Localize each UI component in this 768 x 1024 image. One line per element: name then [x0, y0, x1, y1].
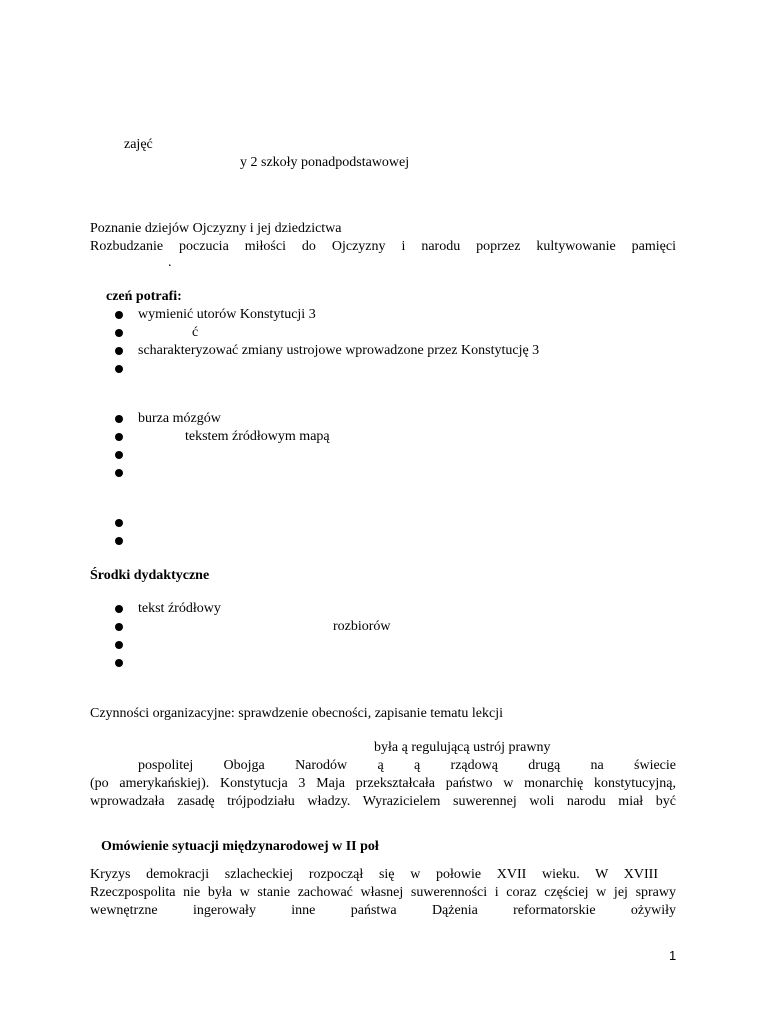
paragraph-line-2: Rzeczpospolita nie była w stanie zachować własnej suwerenności i coraz częściej w jej sprawy: [90, 885, 676, 900]
bullet-icon: [115, 641, 123, 649]
bullet-icon: [115, 537, 123, 545]
bullet-icon: [115, 519, 123, 527]
section-heading: Omówienie sytuacji międzynarodowej w II poł: [101, 839, 379, 854]
list-item: ć: [192, 325, 199, 340]
list-item: wymienić utorów Konstytucji 3: [138, 307, 316, 322]
bullet-icon: [115, 433, 123, 441]
goal-1: Poznanie dziejów Ojczyzny i jej dziedzictwa: [90, 221, 342, 236]
list-item: scharakteryzować zmiany ustrojowe wprowadzone przez Konstytucję 3: [138, 343, 540, 358]
header-line-1: zajęć: [124, 137, 153, 152]
bullet-icon: [115, 347, 123, 355]
bullet-icon: [115, 605, 123, 613]
skills-heading: czeń potrafi:: [106, 289, 182, 304]
bullet-icon: [115, 623, 123, 631]
intro-line-3: (po amerykańskiej). Konstytucja 3 Maja przekształcała państwo w monarchię konstytucyjną,: [90, 776, 676, 791]
bullet-icon: [115, 659, 123, 667]
page-number: 1: [669, 948, 677, 963]
list-item: tekstem źródłowym mapą: [185, 429, 330, 444]
means-heading: Środki dydaktyczne: [90, 568, 210, 583]
intro-line-4: wprowadzała zasadę trójpodziału władzy. Wyrazicielem suwerennej woli narodu miał być: [90, 794, 676, 809]
bullet-icon: [115, 469, 123, 477]
paragraph-line-1: Kryzys demokracji szlacheckiej rozpoczął się w połowie XVII wieku. W XVIII: [90, 867, 658, 882]
list-item: rozbiorów: [333, 619, 391, 634]
intro-line-2: pospolitej Obojga Narodów ą ą rządową drugą na świecie: [138, 758, 676, 773]
header-line-2: y 2 szkoły ponadpodstawowej: [240, 155, 410, 170]
bullet-icon: [115, 415, 123, 423]
goal-2: Rozbudzanie poczucia miłości do Ojczyzny i narodu poprzez kultywowanie pamięci: [90, 239, 676, 254]
organizational-activities: Czynności organizacyjne: sprawdzenie obecności, zapisanie tematu lekcji: [90, 706, 503, 721]
paragraph-line-3: wewnętrzne ingerowały inne państwa Dążenia reformatorskie ożywiły: [90, 903, 676, 918]
goal-2-end: .: [168, 255, 172, 270]
bullet-icon: [115, 451, 123, 459]
bullet-icon: [115, 329, 123, 337]
bullet-icon: [115, 311, 123, 319]
intro-line-1: była ą regulującą ustrój prawny: [374, 740, 551, 755]
bullet-icon: [115, 365, 123, 373]
list-item: tekst źródłowy: [138, 601, 221, 616]
list-item: burza mózgów: [138, 411, 221, 426]
